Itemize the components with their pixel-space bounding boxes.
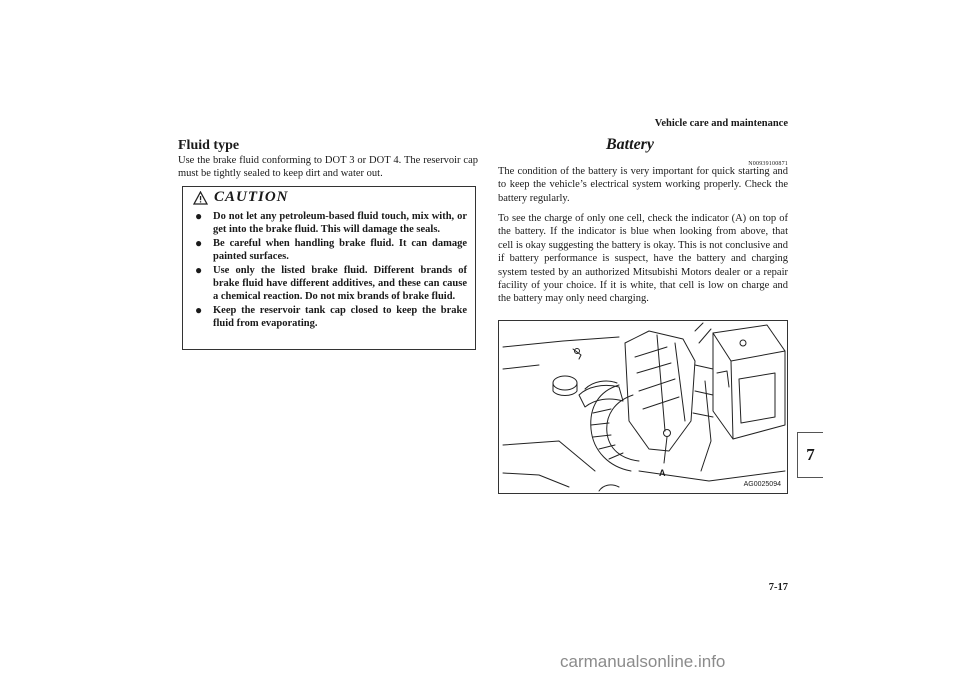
chapter-tab (797, 432, 823, 478)
page-number: 7-17 (768, 582, 788, 593)
bullet-icon: ● (195, 209, 203, 223)
caution-box (182, 186, 476, 350)
caution-item-text: Do not let any petroleum-based fluid touch, mix with, or get into the brake fluid. This will damage the seals. (213, 211, 467, 236)
battery-paragraph-2: To see the charge of only one cell, check the indicator (A) on top of the battery. If the indicator is blue when looking from above, that cell is okay suggesting the battery is okay. This is not conclusive and if battery performance is suspect, have the battery and charging system tested by an authorized Mitsubishi Motors dealer or a repair facility of your choice. If it is white, that cell is low on charge and the battery may only need charging. (498, 213, 788, 305)
caution-item (195, 210, 467, 237)
watermark: carmanualsonline.info (560, 652, 726, 671)
indicator-label: A (659, 468, 666, 478)
reference-code: N00939100871 (748, 161, 788, 167)
battery-illustration (498, 320, 788, 494)
figure-code: AG0025094 (743, 481, 781, 488)
battery-paragraph-1: The condition of the battery is very important for quick starting and to keep the vehicle’s electrical system working properly. Check the battery regularly. (498, 166, 788, 204)
engine-bay-illustration (499, 321, 788, 494)
fluid-type-paragraph: Use the brake fluid conforming to DOT 3 or DOT 4. The reservoir cap must be tightly sealed to keep dirt and water out. (178, 155, 478, 180)
caution-header (193, 189, 289, 206)
caution-item (195, 237, 467, 264)
caution-item (195, 264, 467, 304)
caution-item (195, 304, 467, 331)
caution-item-text: Use only the listed brake fluid. Different brands of brake fluid have different additives, and these can cause a chemical reaction. Do not mix brands of brake fluid. (213, 264, 467, 303)
fluid-type-heading: Fluid type (178, 138, 240, 153)
bullet-icon: ● (195, 262, 203, 277)
warning-triangle-icon (193, 191, 208, 205)
bullet-icon: ● (195, 235, 203, 250)
chapter-tab-number: 7 (806, 445, 815, 464)
caution-title: CAUTION (214, 189, 289, 205)
running-header: Vehicle care and maintenance (654, 118, 788, 129)
battery-heading: Battery (606, 136, 654, 153)
bullet-icon: ● (195, 302, 203, 317)
caution-item-text: Be careful when handling brake fluid. It can damage painted surfaces. (213, 237, 467, 263)
caution-list (195, 210, 467, 331)
caution-item-text: Keep the reservoir tank cap closed to keep the brake fluid from evaporating. (213, 304, 467, 330)
